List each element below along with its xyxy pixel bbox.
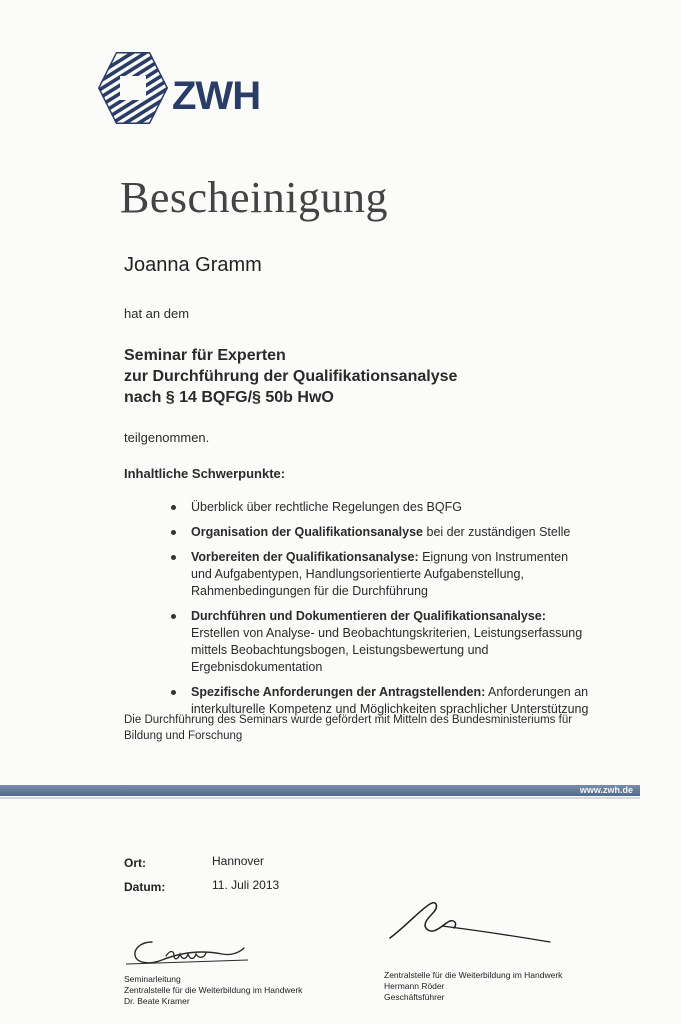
signature-left [122,920,262,970]
zwh-logo-icon [98,52,168,124]
focus-item-text: Erstellen von Analyse- und Beobachtungskriterien, Leistungserfassung mittels Beobachtungsbogen, Leistungsbewertung und Ergebnisdokumentation [191,626,583,674]
signature-name: Dr. Beate Kramer [124,996,190,1006]
funding-note: Die Durchführung des Seminars wurde gefördert mit Mitteln des Bundesministeriums für Bildung und Forschung [124,714,573,742]
focus-item [171,608,591,676]
certificate-title: Bescheinigung [120,173,389,222]
signature-right-caption [384,970,562,1003]
focus-item-text: Eignung von Instrumenten und Aufgabentypen, Handlungsorientierte Aufgabenstellung, Rahmenbedingungen für die Durchführung [191,550,569,598]
place-label: Ort: [124,856,146,870]
website-url: www.zwh.de [579,785,633,795]
footer-band [0,785,640,796]
signature-right [384,896,554,956]
seminar-title-line: zur Durchführung der Qualifikationsanalyse [124,368,458,385]
date-label: Datum: [124,880,166,894]
seminar-title [124,345,457,408]
date-value: 11. Juli 2013 [212,878,280,892]
focus-list [171,499,591,726]
focus-item-bold: Vorbereiten der Qualifikationsanalyse: [191,550,419,564]
focus-item-bold: Durchführen und Dokumentieren der Qualifikationsanalyse: [191,609,546,623]
focus-item-bold: Organisation der Qualifikationsanalyse [191,525,424,539]
signature-name: Hermann Röder [384,981,445,991]
place-value: Hannover [212,854,265,868]
focus-item-text: Überblick über rechtliche Regelungen des BQFG [191,500,462,514]
focus-item-bold: Spezifische Anforderungen der Antragstellenden: [191,685,486,699]
divider [0,797,640,799]
participated-text: teilgenommen. [124,430,210,445]
signature-org: Zentralstelle für die Weiterbildung im Handwerk [384,970,563,980]
signature-role: Seminarleitung [124,974,181,984]
focus-item [171,524,591,541]
logo-wordmark: ZWH [172,74,261,118]
recipient-name: Joanna Gramm [124,254,262,276]
signature-org: Zentralstelle für die Weiterbildung im Handwerk [124,985,303,995]
focus-item-text: Anforderungen an interkulturelle Kompetenz und Möglichkeiten sprachlicher Unterstützung [191,685,589,716]
signature-left-caption [124,974,302,1007]
focus-item [171,549,591,600]
focus-item [171,499,591,516]
seminar-title-line: nach § 14 BQFG/§ 50b HwO [124,389,334,406]
signature-role: Geschäftsführer [384,992,445,1002]
seminar-title-line: Seminar für Experten [124,347,286,364]
focus-heading: Inhaltliche Schwerpunkte: [124,466,286,481]
intro-text: hat an dem [124,306,190,321]
focus-item-text: bei der zuständigen Stelle [423,525,571,539]
